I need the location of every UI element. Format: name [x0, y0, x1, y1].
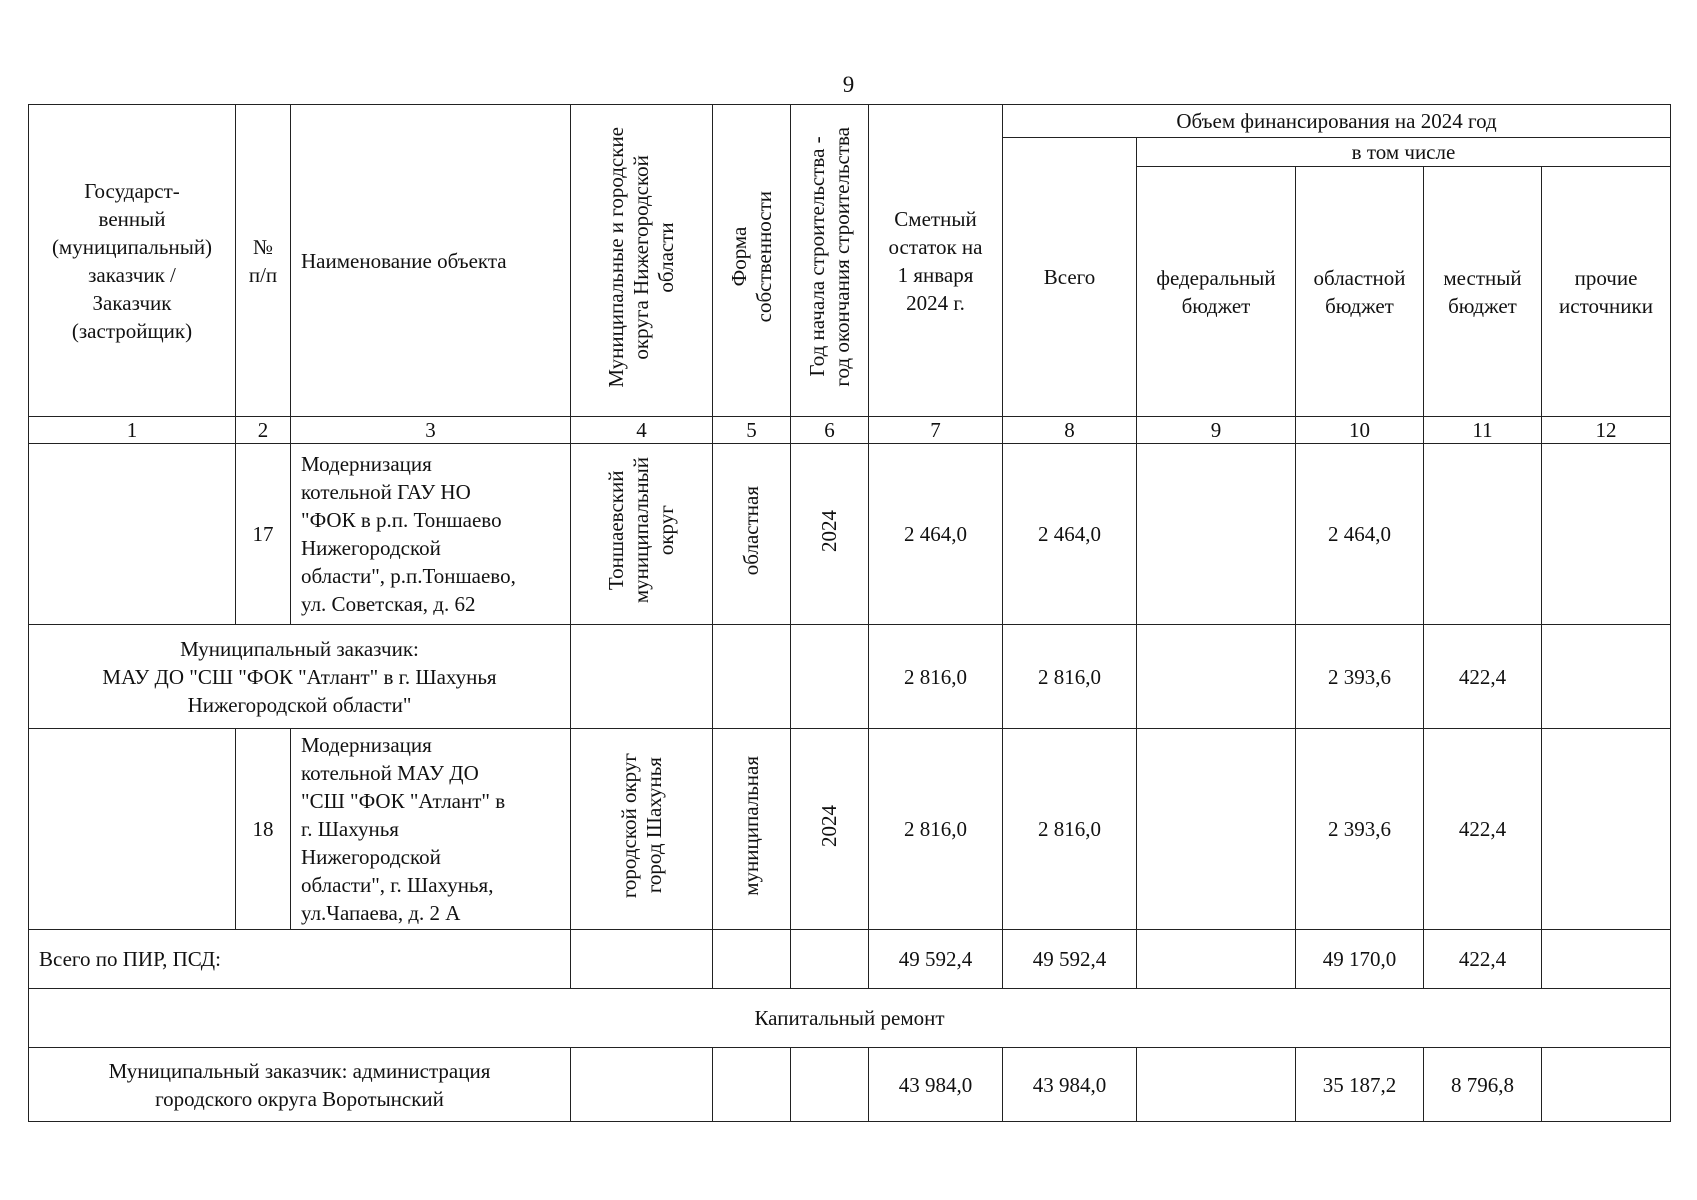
federal-value — [1137, 444, 1296, 625]
ownership-cell-empty — [713, 930, 791, 989]
column-number: 12 — [1542, 417, 1671, 444]
customer-cell-empty — [29, 444, 236, 625]
district-cell-empty — [571, 930, 713, 989]
header-object-name: Наименование объекта — [291, 105, 571, 417]
federal-value — [1137, 625, 1296, 729]
other-value — [1542, 729, 1671, 930]
regional-value: 49 170,0 — [1296, 930, 1424, 989]
column-number: 10 — [1296, 417, 1424, 444]
years-text: 2024 — [817, 509, 841, 552]
federal-value — [1137, 729, 1296, 930]
header-funding-group: Объем финансирования на 2024 год — [1003, 105, 1671, 138]
object-name: Модернизация котельной МАУ ДО "СШ "ФОК "Атлант" в г. Шахунья Нижегородской области", г. Шахунья, ул.Чапаева, д. 2 А — [291, 729, 571, 930]
regional-value: 35 187,2 — [1296, 1048, 1424, 1122]
customer-label: Муниципальный заказчик: администрация городского округа Воротынский — [29, 1048, 571, 1122]
customer-cell-empty — [29, 729, 236, 930]
header-estimate: Сметный остаток на 1 января 2024 г. — [869, 105, 1003, 417]
header-district-text: Муниципальные и городские округа Нижегородской области — [604, 126, 678, 388]
header-row-1 — [29, 105, 1671, 138]
section-title: Капитальный ремонт — [29, 989, 1671, 1048]
object-number: 17 — [236, 444, 291, 625]
estimate-value: 49 592,4 — [869, 930, 1003, 989]
regional-value: 2 393,6 — [1296, 729, 1424, 930]
federal-value — [1137, 1048, 1296, 1122]
column-number: 3 — [291, 417, 571, 444]
header-ownership — [713, 105, 791, 417]
header-local: местный бюджет — [1424, 167, 1542, 417]
other-value — [1542, 625, 1671, 729]
district-cell — [571, 444, 713, 625]
table-row-customer-vorotynsky — [29, 1048, 1671, 1122]
column-number: 6 — [791, 417, 869, 444]
ownership-cell — [713, 444, 791, 625]
other-value — [1542, 1048, 1671, 1122]
table-row-object-18 — [29, 729, 1671, 930]
ownership-cell-empty — [713, 625, 791, 729]
column-number: 9 — [1137, 417, 1296, 444]
header-years-text: Год начала строительства - год окончания строительства — [804, 127, 854, 387]
years-cell-empty — [791, 930, 869, 989]
column-number: 1 — [29, 417, 236, 444]
table-row-object-17 — [29, 444, 1671, 625]
object-name: Модернизация котельной ГАУ НО "ФОК в р.п. Тоншаево Нижегородской области", р.п.Тоншаево, ул. Советская, д. 62 — [291, 444, 571, 625]
column-number: 2 — [236, 417, 291, 444]
financing-table — [28, 104, 1671, 1122]
ownership-cell — [713, 729, 791, 930]
table-row-customer-atlant — [29, 625, 1671, 729]
header-including: в том числе — [1137, 138, 1671, 167]
district-cell-empty — [571, 625, 713, 729]
local-value: 422,4 — [1424, 625, 1542, 729]
local-value: 8 796,8 — [1424, 1048, 1542, 1122]
table-row-section-capital-repair — [29, 989, 1671, 1048]
local-value: 422,4 — [1424, 729, 1542, 930]
header-total: Всего — [1003, 138, 1137, 417]
local-value: 422,4 — [1424, 930, 1542, 989]
district-text: Тоншаевский муниципальный округ — [604, 457, 678, 604]
federal-value — [1137, 930, 1296, 989]
header-regional: областной бюджет — [1296, 167, 1424, 417]
years-cell-empty — [791, 1048, 869, 1122]
total-value: 43 984,0 — [1003, 1048, 1137, 1122]
total-value: 2 816,0 — [1003, 729, 1137, 930]
years-cell-empty — [791, 625, 869, 729]
header-federal: федеральный бюджет — [1137, 167, 1296, 417]
other-value — [1542, 930, 1671, 989]
district-cell — [571, 729, 713, 930]
ownership-text: муниципальная — [739, 755, 763, 896]
estimate-value: 2 816,0 — [869, 625, 1003, 729]
total-value: 2 464,0 — [1003, 444, 1137, 625]
header-years — [791, 105, 869, 417]
total-value: 2 816,0 — [1003, 625, 1137, 729]
estimate-value: 2 464,0 — [869, 444, 1003, 625]
customer-label: Муниципальный заказчик: МАУ ДО "СШ "ФОК "Атлант" в г. Шахунья Нижегородской области" — [29, 625, 571, 729]
header-ownership-text: Форма собственности — [726, 191, 776, 323]
column-number: 4 — [571, 417, 713, 444]
column-number: 7 — [869, 417, 1003, 444]
estimate-value: 2 816,0 — [869, 729, 1003, 930]
years-text: 2024 — [817, 804, 841, 847]
estimate-value: 43 984,0 — [869, 1048, 1003, 1122]
column-number: 11 — [1424, 417, 1542, 444]
other-value — [1542, 444, 1671, 625]
regional-value: 2 393,6 — [1296, 625, 1424, 729]
table-row-total-pir — [29, 930, 1671, 989]
regional-value: 2 464,0 — [1296, 444, 1424, 625]
column-number: 8 — [1003, 417, 1137, 444]
total-label: Всего по ПИР, ПСД: — [29, 930, 571, 989]
years-cell — [791, 729, 869, 930]
header-number: № п/п — [236, 105, 291, 417]
header-district — [571, 105, 713, 417]
ownership-cell-empty — [713, 1048, 791, 1122]
ownership-text: областная — [739, 485, 763, 576]
page-number: 9 — [842, 72, 855, 97]
object-number: 18 — [236, 729, 291, 930]
header-customer: Государст- венный (муниципальный) заказчик / Заказчик (застройщик) — [29, 105, 236, 417]
years-cell — [791, 444, 869, 625]
district-cell-empty — [571, 1048, 713, 1122]
header-other: прочие источники — [1542, 167, 1671, 417]
column-numbers-row — [29, 417, 1671, 444]
total-value: 49 592,4 — [1003, 930, 1137, 989]
district-text: городской округ город Шахунья — [616, 752, 666, 899]
column-number: 5 — [713, 417, 791, 444]
local-value — [1424, 444, 1542, 625]
